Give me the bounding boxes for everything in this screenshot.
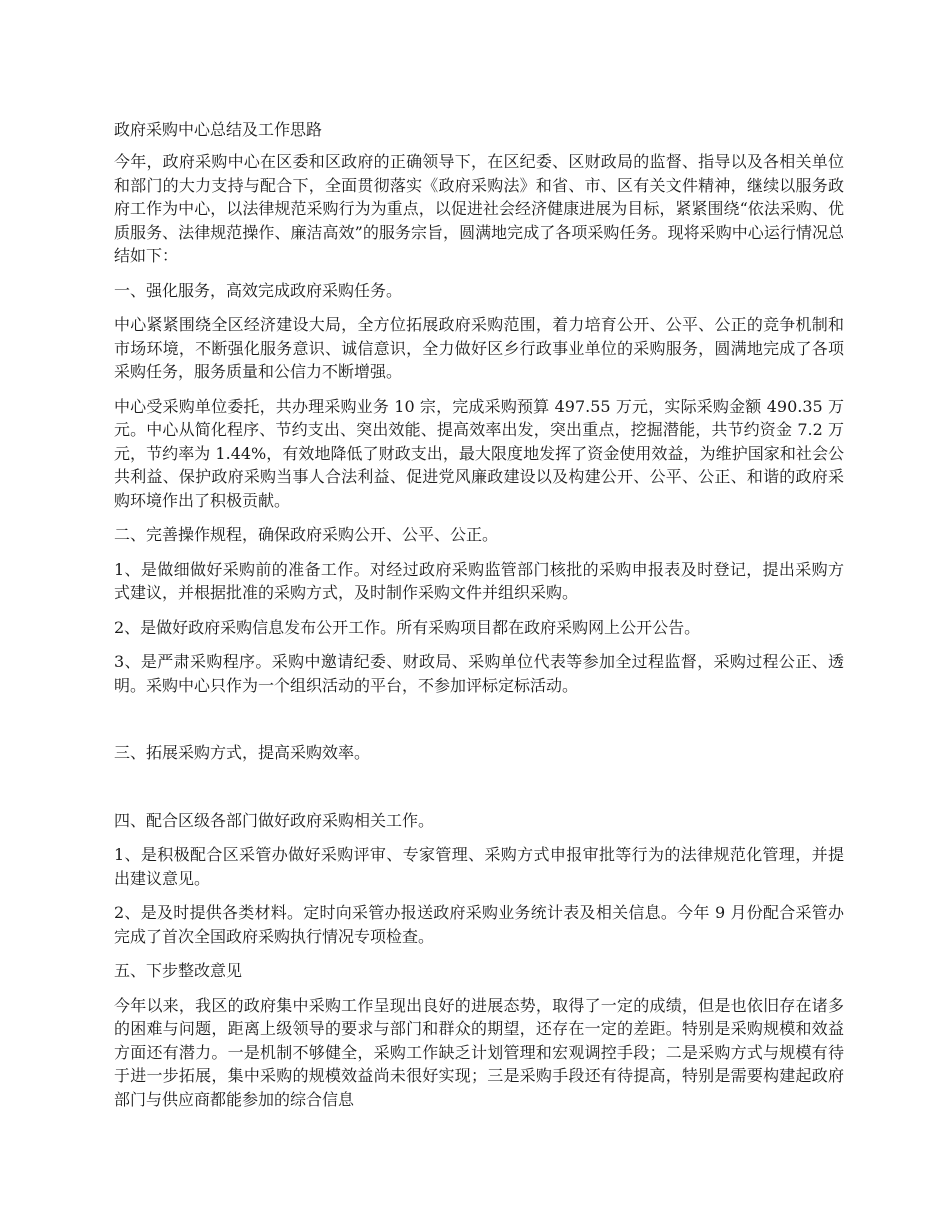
blank-gap	[114, 776, 844, 809]
blank-gap	[114, 708, 844, 741]
section-heading-4: 四、配合区级各部门做好政府采购相关工作。	[114, 810, 435, 830]
section-2-item-1: 1、是做细做好采购前的准备工作。对经过政府采购监管部门核批的采购申报表及时登记，提出采购方式建议，并根据批准的采购方式，及时制作采购文件并组织采购。	[114, 559, 844, 602]
section-4-item-2: 2、是及时提供各类材料。定时向采管办报送政府采购业务统计表及相关信息。今年 9 月份配合采管办完成了首次全国政府采购执行情况专项检查。	[114, 903, 844, 946]
section-4-item-1: 1、是积极配合区采管办做好采购评审、专家管理、采购方式申报审批等行为的法律规范化管理，并提出建议意见。	[114, 845, 844, 888]
section-1-paragraph-2: 中心受采购单位委托，共办理采购业务 10 宗，完成采购预算 497.55 万元，实际采购金额 490.35 万元。中心从简化程序、节约支出、突出效能、提高效率出发，突出重点，挖掘潜能，共节约资金 7.2 万元，节约率为 1.44%，有效地降低了财政支出，最大限度地发挥了资金使用效益，为维护国家和社会公共利益、保护政府采购当事人合法利益、促进党风廉政建设以及构建公开、公平、公正、和谐的政府采购环境作出了积极贡献。	[114, 396, 844, 510]
section-heading-3: 三、拓展采购方式，提高采购效率。	[114, 743, 371, 762]
intro-paragraph: 今年，政府采购中心在区委和区政府的正确领导下，在区纪委、区财政局的监督、指导以及各相关单位和部门的大力支持与配合下，全面贯彻落实《政府采购法》和省、市、区有关文件精神，继续以服务政府工作为中心，以法律规范采购行为为重点，以促进社会经济健康进展为目标，紧紧围绕“依法采购、优质服务、法律规范操作、廉洁高效”的服务宗旨，圆满地完成了各项采购任务。现将采购中心运行情况总结如下：	[114, 152, 844, 265]
section-5-paragraph: 今年以来，我区的政府集中采购工作呈现出良好的进展态势，取得了一定的成绩，但是也依旧存在诸多的困难与问题，距离上级领导的要求与部门和群众的期望，还存在一定的差距。特别是采购规模和效益方面还有潜力。一是机制不够健全，采购工作缺乏计划管理和宏观调控手段；二是采购方式与规模有待于进一步拓展，集中采购的规模效益尚未很好实现；三是采购手段还有待提高，特别是需要构建起政府部门与供应商都能参加的综合信息	[114, 995, 844, 1109]
section-heading-1: 一、强化服务，高效完成政府采购任务。	[114, 280, 403, 300]
document-title: 政府采购中心总结及工作思路	[114, 120, 323, 139]
section-2-item-3: 3、是严肃采购程序。采购中邀请纪委、财政局、采购单位代表等参加全过程监督，采购过程公正、透明。采购中心只作为一个组织活动的平台，不参加评标定标活动。	[114, 652, 844, 695]
section-1-paragraph-1: 中心紧紧围绕全区经济建设大局，全方位拓展政府采购范围，着力培育公开、公平、公正的竞争机制和市场环境，不断强化服务意识、诚信意识，全力做好区乡行政事业单位的采购服务，圆满地完成了各项采购任务，服务质量和公信力不断增强。	[114, 315, 844, 381]
section-heading-5: 五、下步整改意见	[114, 961, 243, 980]
document-page	[114, 118, 844, 1122]
section-heading-2: 二、完善操作规程，确保政府采购公开、公平、公正。	[114, 525, 499, 544]
section-2-item-2: 2、是做好政府采购信息发布公开工作。所有采购项目都在政府采购网上公开公告。	[114, 617, 701, 637]
